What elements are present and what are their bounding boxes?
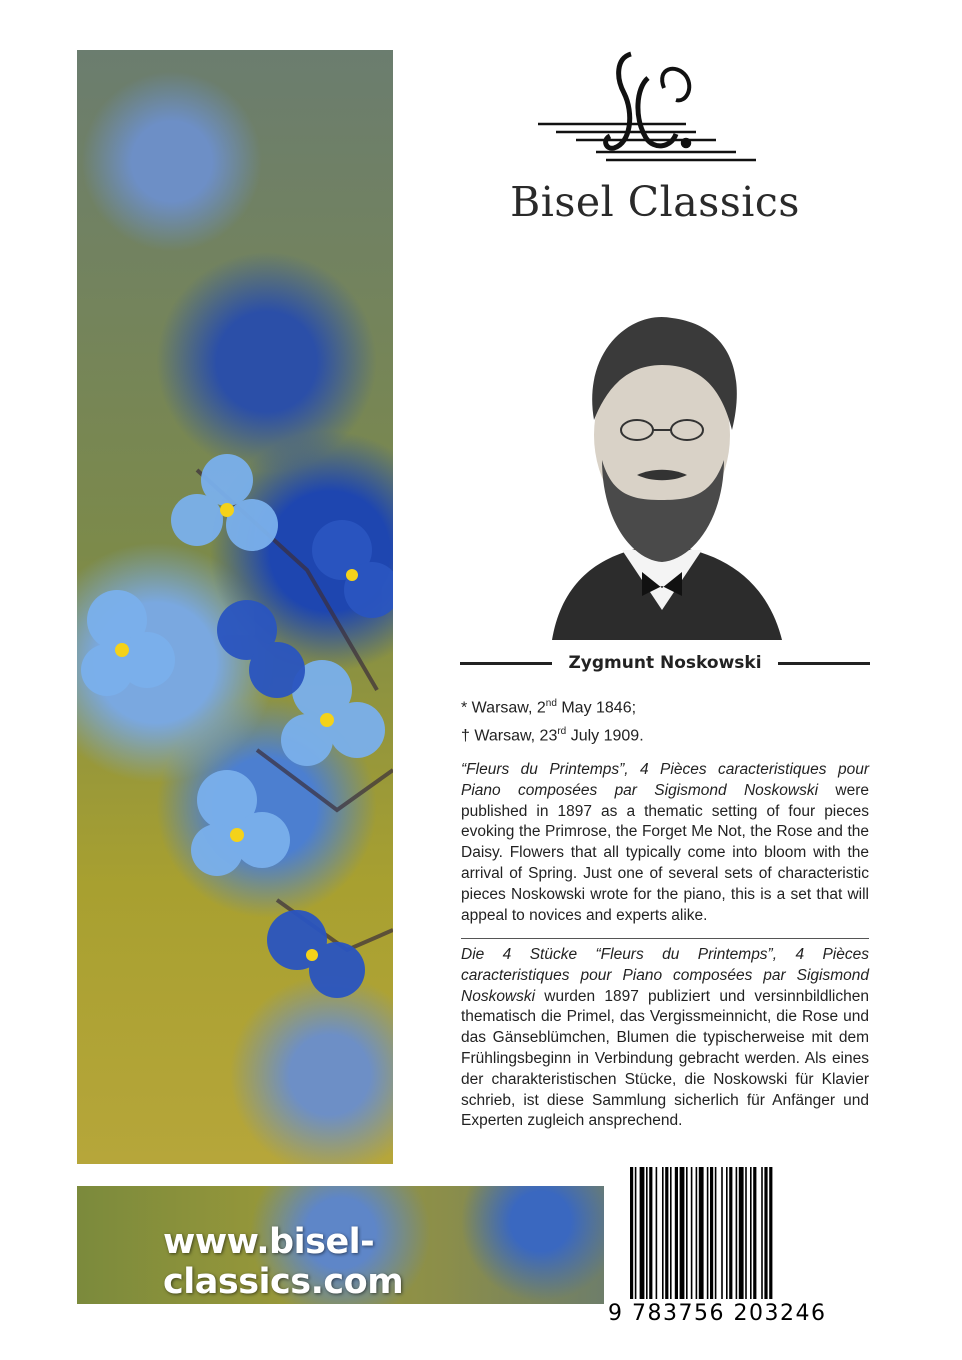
isbn-barcode xyxy=(608,1163,858,1331)
barcode-bar xyxy=(707,1167,709,1299)
forget-me-not-flowers xyxy=(77,50,393,1164)
barcode-digits: 9 783756 203246 xyxy=(608,1301,827,1326)
birth-line: * Warsaw, 2nd May 1846; xyxy=(461,698,637,717)
barcode-bar xyxy=(710,1167,713,1299)
barcode-bar xyxy=(656,1167,658,1299)
barcode-bar xyxy=(662,1167,664,1299)
barcode-bar xyxy=(761,1167,763,1299)
barcode-bar xyxy=(729,1167,732,1299)
website-url[interactable]: www.bisel-classics.com xyxy=(163,1222,404,1302)
composer-portrait xyxy=(542,310,784,640)
name-rule-right xyxy=(778,662,870,665)
barcode-bar xyxy=(630,1167,633,1299)
barcode-bar xyxy=(753,1167,756,1299)
composer-dates xyxy=(461,692,644,749)
barcode-bar xyxy=(736,1167,738,1299)
website-banner xyxy=(77,1186,604,1304)
composer-name: Zygmunt Noskowski xyxy=(568,653,762,673)
description-english: “Fleurs du Printemps”, 4 Pièces caracteristiques pour Piano composées par Sigismond Noskowski were published in 1897 as a thematic setting of four pieces evoking the Primrose, the Forget Me Not, the Rose and the Daisy. Flowers that all typically come into bloom with the arrival of Spring. Just one of several sets of characteristic pieces Noskowski wrote for the piano, this is a set that will appeal to novices and experts alike. xyxy=(461,761,869,924)
composer-name-row xyxy=(460,650,870,676)
flower-photo xyxy=(77,50,393,1164)
barcode-bar xyxy=(646,1167,648,1299)
barcode-bar xyxy=(686,1167,688,1299)
death-line: † Warsaw, 23rd July 1909. xyxy=(461,726,644,745)
barcode-bar xyxy=(691,1167,693,1299)
barcode-bar xyxy=(680,1167,685,1299)
description-divider xyxy=(461,938,869,939)
barcode-bar xyxy=(769,1167,772,1299)
barcode-bar xyxy=(699,1167,704,1299)
barcode-bar xyxy=(635,1167,637,1299)
barcode-bar xyxy=(739,1167,744,1299)
barcode-bar xyxy=(649,1167,652,1299)
barcode-bar xyxy=(696,1167,698,1299)
barcode-bar xyxy=(640,1167,645,1299)
barcode-bar xyxy=(665,1167,668,1299)
barcode-bar xyxy=(745,1167,747,1299)
barcode-bars xyxy=(608,1163,858,1303)
barcode-bar xyxy=(750,1167,752,1299)
barcode-bar xyxy=(764,1167,767,1299)
barcode-bar xyxy=(721,1167,723,1299)
barcode-bar xyxy=(726,1167,728,1299)
barcode-bar xyxy=(715,1167,717,1299)
barcode-bar xyxy=(675,1167,678,1299)
brand-name: Bisel Classics xyxy=(510,178,800,226)
description-german: Die 4 Stücke “Fleurs du Printemps”, 4 Pièces caracteristiques pour Piano composées par Sigismond Noskowski wurden 1897 publiziert und versinnbildlichen thematisch die Primel, das Vergissmeinnicht, die Rose und das Gänseblümchen, Blumen die typischerweise mit dem Frühlingsbeginn in Verbindung gebracht werden. Als eines der charakteristischen Stücke, die Noskowski für Klavier schrieb, ist diese Sammlung sicherlich für Anfänger und Experten zugleich ansprechend. xyxy=(461,946,869,1130)
bisel-classics-logo-icon xyxy=(536,48,766,168)
barcode-bar xyxy=(670,1167,672,1299)
name-rule-left xyxy=(460,662,552,665)
